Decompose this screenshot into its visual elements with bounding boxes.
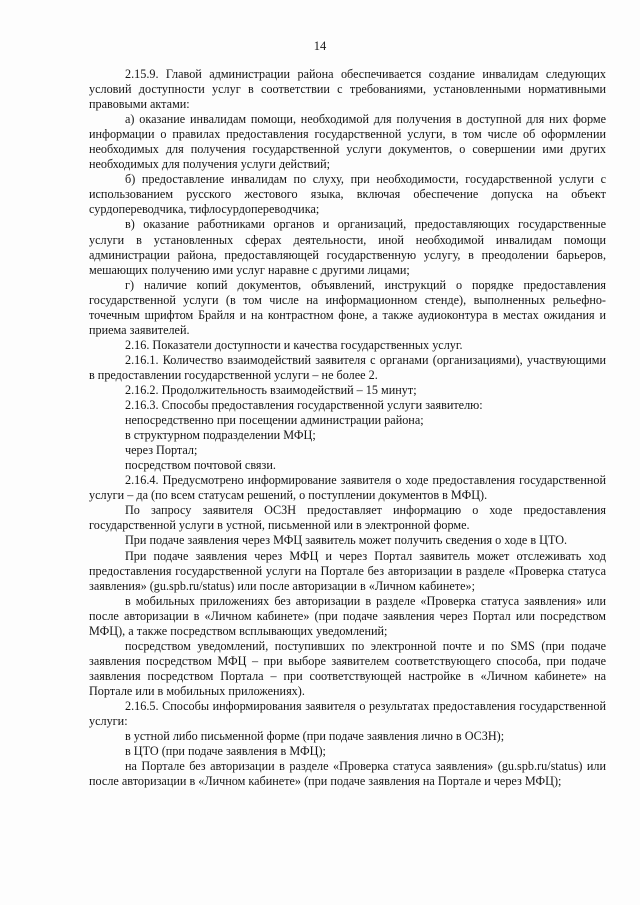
list-item-post: посредством почтовой связи.	[125, 458, 276, 473]
paragraph-notifications: посредством уведомлений, поступивших по электронной почте и по SMS (при подаче заявления посредством МФЦ – при выборе заявителем соответствующего способа, при подаче заявления посредством Портала – при соответствующей настройке в «Личном кабинете» на Портале или в мобильных приложениях).	[89, 638, 606, 698]
paragraph-item-g: г) наличие копий документов, объявлений, инструкций о порядке предоставления государственной услуги (в том числе на информационном стенде), выполненных рельефно-точечным шрифтом Брайля и на контрастном фоне, а также аудиоконтура в местах ожидания и приема заявителей.	[89, 277, 606, 337]
paragraph-mobile-apps: в мобильных приложениях без авторизации в разделе «Проверка статуса заявления» или после авторизации в «Личном кабинете» (при подаче заявления через Портал или посредством МФЦ), а также посредством всплывающих уведомлений;	[89, 593, 606, 638]
paragraph-2-16-1: 2.16.1. Количество взаимодействий заявителя с органами (организациями), участвующими в предоставлении государственной услуги – не более 2.	[89, 352, 606, 382]
paragraph-2-16: 2.16. Показатели доступности и качества государственных услуг.	[125, 337, 463, 352]
list-item-cto: в ЦТО (при подаче заявления в МФЦ);	[125, 744, 326, 759]
paragraph-2-16-3: 2.16.3. Способы предоставления государственной услуги заявителю:	[125, 398, 483, 413]
list-item-admin-visit: непосредственно при посещении администрации района;	[125, 413, 424, 428]
list-item-oral-written: в устной либо письменной форме (при подаче заявления лично в ОСЗН);	[125, 729, 505, 744]
paragraph-mfc-cto: При подаче заявления через МФЦ заявитель может получить сведения о ходе в ЦТО.	[125, 533, 568, 548]
paragraph-oszn-request: По запросу заявителя ОСЗН предоставляет информацию о ходе предоставления государственной услуги в устной, письменной или в электронной форме.	[89, 503, 606, 533]
paragraph-2-16-2: 2.16.2. Продолжительность взаимодействий – 15 минут;	[125, 382, 417, 397]
page-number: 14	[313, 39, 327, 53]
paragraph-item-b: б) предоставление инвалидам по слуху, при необходимости, государственной услуги с использованием русского жестового языка, включая обеспечение допуска на объект сурдопереводчика, тифлосурдопереводчика;	[89, 172, 606, 217]
paragraph-2-16-4: 2.16.4. Предусмотрено информирование заявителя о ходе предоставления государственной услуги – да (по всем статусам решений, о поступлении документов в МФЦ).	[89, 473, 606, 503]
paragraph-item-v: в) оказание работниками органов и организаций, предоставляющих государственные услуги в установленных сферах деятельности, иной необходимой инвалидам помощи администрации района, предоставляющей государственную услугу, в преодолении барьеров, мешающих получению ими услуг наравне с другими лицами;	[89, 217, 606, 277]
paragraph-2-16-5: 2.16.5. Способы информирования заявителя о результатах предоставления государственной услуги:	[89, 698, 606, 729]
list-item-portal-status: на Портале без авторизации в разделе «Проверка статуса заявления» (gu.spb.ru/status) или после авторизации в «Личном кабинете» (при подаче заявления на Портале и через МФЦ);	[89, 759, 606, 789]
document-body	[89, 67, 606, 789]
list-item-mfc: в структурном подразделении МФЦ;	[125, 428, 316, 443]
paragraph-2-15-9: 2.15.9. Главой администрации района обеспечивается создание инвалидам следующих условий доступности услуг в соответствии с требованиями, установленными нормативными правовыми актами:	[89, 67, 606, 112]
paragraph-portal-tracking: При подаче заявления через МФЦ и через Портал заявитель может отслеживать ход предоставления государственной услуги на Портале без авторизации в разделе «Проверка статуса заявления» (gu.spb.ru/status) или после авторизации в «Личном кабинете»;	[89, 548, 606, 593]
paragraph-item-a: а) оказание инвалидам помощи, необходимой для получения в доступной для них форме информации о правилах предоставления государственной услуги, в том числе об оформлении необходимых для получения государственной услуги документов, о совершении ими других необходимых для получения услуги действий;	[89, 112, 606, 172]
list-item-portal: через Портал;	[125, 443, 198, 458]
